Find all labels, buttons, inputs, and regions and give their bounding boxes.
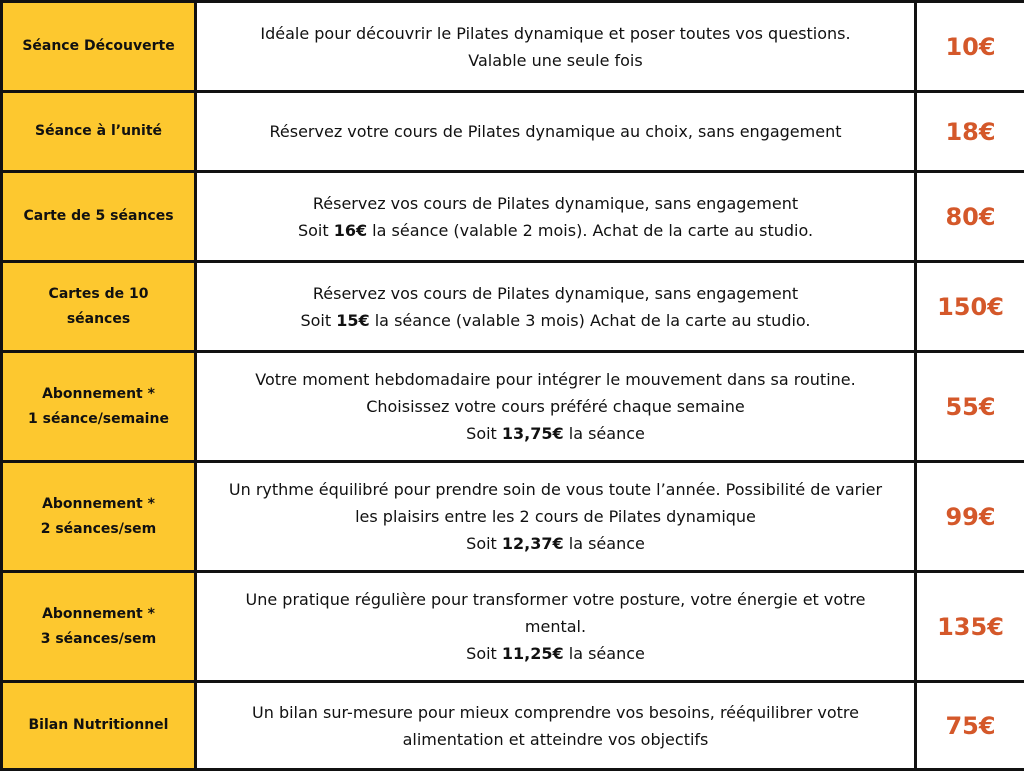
description-line — [197, 420, 914, 447]
description-line — [197, 613, 914, 640]
description-text: Réservez vos cours de Pilates dynamique, sans engagement — [313, 284, 798, 303]
offer-name-line: Abonnement * — [3, 382, 194, 407]
description-text: Un rythme équilibré pour prendre soin de vous toute l’année. Possibilité de varier — [229, 480, 882, 499]
description-line — [197, 47, 914, 74]
offer-name-line: Séance à l’unité — [3, 119, 194, 144]
offer-name — [2, 352, 196, 462]
per-session-price: 11,25€ — [502, 644, 564, 663]
description-text: les plaisirs entre les 2 cours de Pilates dynamique — [355, 507, 756, 526]
pricing-row — [2, 2, 1024, 92]
description-text: Idéale pour découvrir le Pilates dynamique et poser toutes vos questions. — [260, 24, 850, 43]
description-text: la séance — [564, 644, 645, 663]
offer-price: 55€ — [916, 352, 1024, 462]
pricing-row — [2, 92, 1024, 172]
per-session-price: 16€ — [334, 221, 367, 240]
per-session-price: 13,75€ — [502, 424, 564, 443]
offer-name — [2, 172, 196, 262]
description-line — [197, 586, 914, 613]
pricing-row — [2, 352, 1024, 462]
offer-name-line: Abonnement * — [3, 492, 194, 517]
offer-price: 80€ — [916, 172, 1024, 262]
description-line — [197, 503, 914, 530]
description-text: Soit — [300, 311, 336, 330]
offer-name-line: Carte de 5 séances — [3, 204, 194, 229]
offer-description — [196, 2, 916, 92]
description-text: Soit — [298, 221, 334, 240]
description-text: la séance (valable 2 mois). Achat de la carte au studio. — [367, 221, 813, 240]
description-line — [197, 190, 914, 217]
offer-description — [196, 462, 916, 572]
description-text: Réservez vos cours de Pilates dynamique, sans engagement — [313, 194, 798, 213]
description-line — [197, 280, 914, 307]
offer-price: 75€ — [916, 682, 1024, 770]
description-text: la séance — [564, 424, 645, 443]
description-line — [197, 307, 914, 334]
offer-description — [196, 352, 916, 462]
pricing-row — [2, 682, 1024, 770]
description-text: alimentation et atteindre vos objectifs — [403, 730, 709, 749]
offer-description — [196, 682, 916, 770]
description-line — [197, 640, 914, 667]
description-line — [197, 118, 914, 145]
pricing-row — [2, 172, 1024, 262]
offer-name-line: 3 séances/sem — [3, 627, 194, 652]
description-text: Réservez votre cours de Pilates dynamique au choix, sans engagement — [270, 122, 842, 141]
description-line — [197, 366, 914, 393]
per-session-price: 12,37€ — [502, 534, 564, 553]
offer-price: 10€ — [916, 2, 1024, 92]
offer-name-line: Séance Découverte — [3, 34, 194, 59]
offer-name — [2, 462, 196, 572]
description-line — [197, 699, 914, 726]
description-text: Un bilan sur-mesure pour mieux comprendre vos besoins, rééquilibrer votre — [252, 703, 859, 722]
description-text: Soit — [466, 424, 502, 443]
description-text: mental. — [525, 617, 586, 636]
description-line — [197, 726, 914, 753]
offer-name-line: 1 séance/semaine — [3, 407, 194, 432]
description-text: Choisissez votre cours préféré chaque semaine — [366, 397, 745, 416]
offer-name — [2, 682, 196, 770]
per-session-price: 15€ — [336, 311, 369, 330]
offer-name-line: séances — [3, 307, 194, 332]
description-text: la séance (valable 3 mois) Achat de la carte au studio. — [370, 311, 811, 330]
offer-description — [196, 92, 916, 172]
description-line — [197, 217, 914, 244]
description-text: Une pratique régulière pour transformer votre posture, votre énergie et votre — [246, 590, 866, 609]
pricing-row — [2, 462, 1024, 572]
offer-name-line: Cartes de 10 — [3, 282, 194, 307]
offer-price: 18€ — [916, 92, 1024, 172]
offer-name — [2, 2, 196, 92]
description-text: Votre moment hebdomadaire pour intégrer le mouvement dans sa routine. — [255, 370, 855, 389]
description-line — [197, 476, 914, 503]
description-text: Soit — [466, 644, 502, 663]
description-text: la séance — [564, 534, 645, 553]
offer-price: 135€ — [916, 572, 1024, 682]
offer-description — [196, 172, 916, 262]
offer-price: 150€ — [916, 262, 1024, 352]
description-text: Valable une seule fois — [468, 51, 642, 70]
description-line — [197, 530, 914, 557]
description-line — [197, 393, 914, 420]
offer-name-line: Bilan Nutritionnel — [3, 713, 194, 738]
description-line — [197, 20, 914, 47]
pricing-table-body — [2, 2, 1024, 770]
offer-name — [2, 262, 196, 352]
offer-name-line: Abonnement * — [3, 602, 194, 627]
offer-price: 99€ — [916, 462, 1024, 572]
offer-name — [2, 572, 196, 682]
description-text: Soit — [466, 534, 502, 553]
pricing-row — [2, 262, 1024, 352]
pricing-row — [2, 572, 1024, 682]
offer-name-line: 2 séances/sem — [3, 517, 194, 542]
offer-name — [2, 92, 196, 172]
offer-description — [196, 262, 916, 352]
offer-description — [196, 572, 916, 682]
